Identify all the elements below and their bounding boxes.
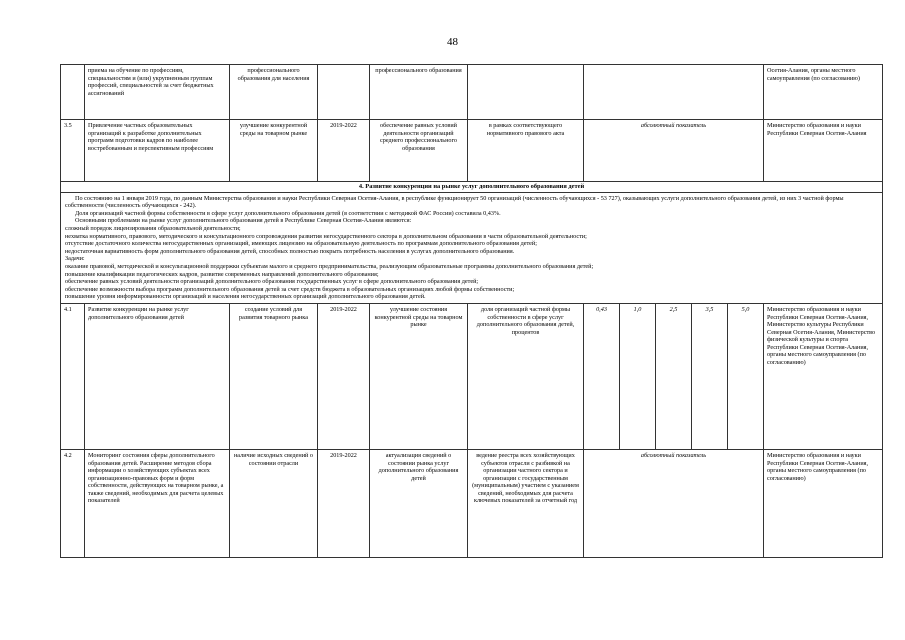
cell-name: Привлечение частных образовательных организаций к разработке дополнительных программ подготовки кадров по наиболее востребованным и перспективным профессиям: [85, 120, 230, 182]
section-paragraph: повышение квалификации педагогических кадров, развитие современных направлений дополнительного образования;: [65, 270, 379, 278]
cell-name: Мониторинг состояния сферы дополнительного образования детей. Расширение методов сбора информации о хозяйствующих субъектах всех организационно-правовых форм и форм собственности, действующих на товарном рынке, а также сведений, необходимых для расчета целевых показателей: [85, 449, 230, 557]
cell-indicator: доля организаций частной формы собственности в сфере услуг дополнительного образования детей, процентов: [468, 303, 584, 449]
cell-name: Развитие конкуренции на рынке услуг дополнительного образования детей: [85, 303, 230, 449]
cell-goal: профессионального образования для населения: [230, 65, 318, 120]
section-paragraph: Основными проблемами на рынке услуг дополнительного образования детей в Республике Северная Осетия-Алания являются:: [75, 217, 412, 225]
cell-executor: Министерство образования и науки Республики Северная Осетия-Алания, органы местного самоуправления (по согласованию): [764, 449, 883, 557]
cell-executor: Министерство образования и науки Республики Северная Осетия-Алания, Министерство культуры Республики Северная Осетия-Алания, Министерство физической культуры и спорта Республики Северная Осетия-Алания, органы местного самоуправления (по согласованию): [764, 303, 883, 449]
section-paragraph: Задачи:: [65, 255, 85, 263]
section-paragraph: повышение уровня информированности организаций и населения негосударственных организаций дополнительного образования детей.: [65, 293, 426, 301]
cell-number: [61, 65, 85, 120]
cell-number: 4.2: [61, 449, 85, 557]
section-header-row: [61, 182, 883, 193]
section-paragraph: недостаточная вариативность форм дополнительного образования детей, способных полностью покрыть потребность населения в услугах дополнительного образования.: [65, 247, 515, 255]
cell-goal: наличие исходных сведений о состоянии отрасли: [230, 449, 318, 557]
section-paragraph: сложный порядок лицензирования образовательной деятельности;: [65, 224, 241, 232]
section-paragraph: По состоянию на 1 января 2019 года, по данным Министерства образования и науки Республики Северная Осетия-Алания, в республике функционирует 50 организаций (численность обучающихся - 53 727), оказывающих услуги дополнительного образования детей, из них 3 частной формы собственности (численность обучающихся - 242).: [65, 194, 844, 210]
page-number: 48: [447, 36, 458, 48]
cell-value-2020: 2,5: [656, 303, 692, 449]
section-paragraph: нехватка нормативного, правового, методического и консультационного сопровождения развития негосударственного сектора в дополнительном образовании в части образовательной деятельности;: [65, 232, 587, 240]
cell-measure: профессионального образования: [370, 65, 468, 120]
section-paragraph: обеспечение возможности выбора программ дополнительного образования детей за счет средств бюджета в образовательных организациях любой формы собственности;: [65, 285, 515, 293]
cell-period: 2019-2022: [318, 120, 370, 182]
cell-period: 2019-2022: [318, 449, 370, 557]
section-description-row: [61, 192, 883, 303]
cell-indicator: [468, 65, 584, 120]
cell-value-2022: 5,0: [728, 303, 764, 449]
cell-value-2021: 3,5: [692, 303, 728, 449]
section-paragraph: отсутствие достаточного количества негосударственных организаций, имеющих лицензию на образовательную деятельность по программам дополнительного образования детей;: [65, 240, 537, 248]
measures-table: [60, 64, 883, 558]
cell-value-2018: 0,43: [584, 303, 620, 449]
table-row-4-1: [61, 303, 883, 449]
cell-value-2019: 1,0: [620, 303, 656, 449]
section-title: 4. Развитие конкуренции на рынке услуг дополнительного образования детей: [61, 182, 883, 193]
cell-name: приема на обучение по профессиям, специальностям и (или) укрупненным группам профессий, специальностей за счет бюджетных ассигнований: [85, 65, 230, 120]
cell-goal: улучшение конкурентной среды на товарном рынке: [230, 120, 318, 182]
cell-values: абсолютный показатель: [584, 449, 764, 557]
cell-executor: Министерство образования и науки Республики Северная Осетия-Алания: [764, 120, 883, 182]
section-paragraph: оказание правовой, методической и консультационной поддержки субъектам малого и среднего предпринимательства, реализующим образовательные программы дополнительного образования детей;: [65, 262, 594, 270]
cell-measure: улучшение состояния конкурентной среды на товарном рынке: [370, 303, 468, 449]
cell-values: [584, 65, 764, 120]
cell-measure: обеспечение равных условий деятельности организаций среднего профессионального образования: [370, 120, 468, 182]
cell-period: 2019-2022: [318, 303, 370, 449]
cell-executor: Осетия-Алания, органы местного самоуправления (по согласованию): [764, 65, 883, 120]
section-description: [61, 192, 883, 303]
cell-indicator: в рамках соответствующего нормативного правового акта: [468, 120, 584, 182]
table-row-continuation: [61, 65, 883, 120]
cell-number: 3.5: [61, 120, 85, 182]
table-row-4-2: [61, 449, 883, 557]
cell-goal: создание условий для развития товарного рынка: [230, 303, 318, 449]
cell-period: [318, 65, 370, 120]
table-row-3-5: [61, 120, 883, 182]
cell-indicator: ведение реестра всех хозяйствующих субъектов отрасли с разбивкой на организации частного сектора и организации с государственным (муниципальным) участием с указанием сведений, необходимых для расчета ключевых показателей за отчетный год: [468, 449, 584, 557]
section-paragraph: обеспечение равных условий деятельности организаций дополнительного образования государственных услуг в сфере дополнительного образования детей;: [65, 278, 479, 286]
cell-measure: актуализация сведений о состоянии рынка услуг дополнительного образования детей: [370, 449, 468, 557]
cell-values: абсолютный показатель: [584, 120, 764, 182]
cell-number: 4.1: [61, 303, 85, 449]
section-paragraph: Доля организаций частной формы собственности в сфере услуг дополнительного образования детей (в соответствии с методикой ФАС России) составила 0,43%.: [75, 209, 501, 217]
